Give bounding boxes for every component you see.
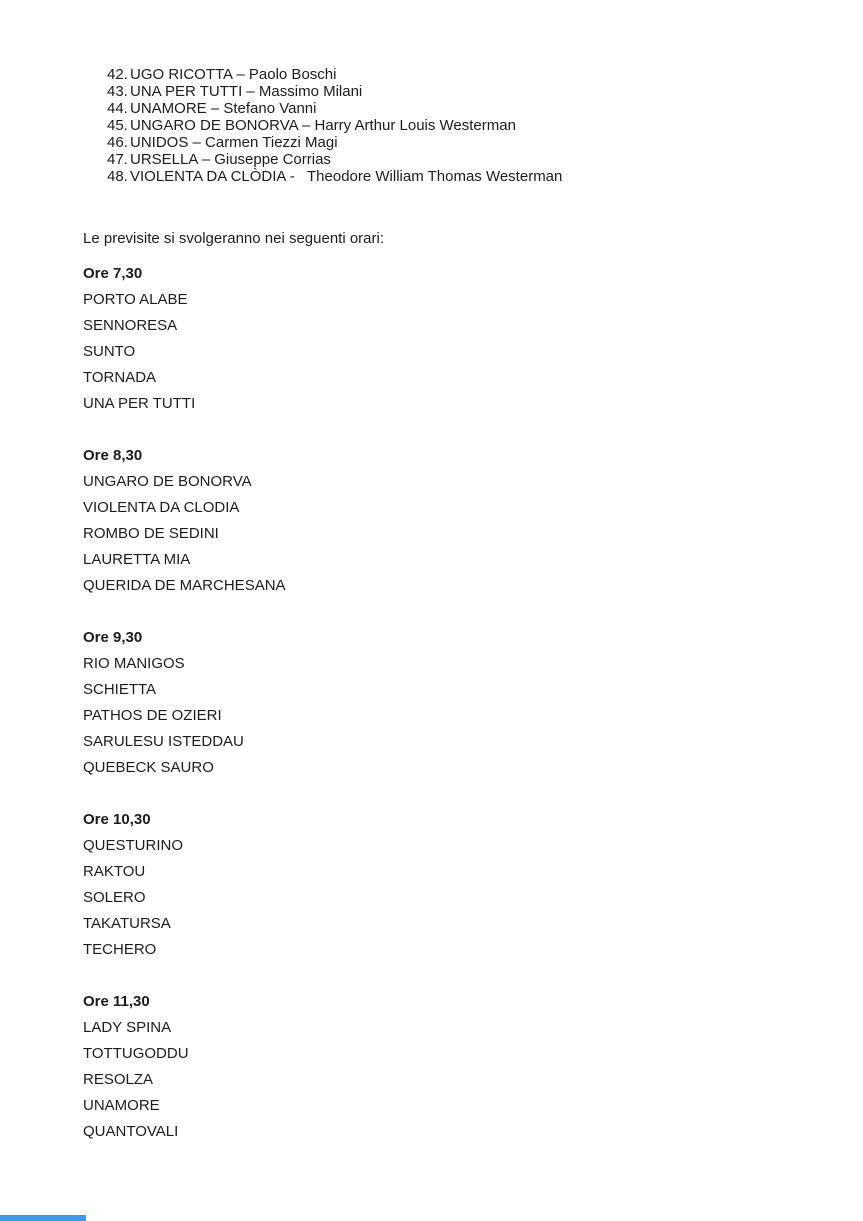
horse-name: TECHERO (83, 941, 157, 958)
horse-name: PORTO ALABE (83, 291, 188, 308)
horse-name: QUANTOVALI (83, 1123, 179, 1140)
list-item-text: UNGARO DE BONORVA – Harry Arthur Louis Westerman (130, 117, 516, 134)
list-item (83, 151, 823, 168)
horse-name: VIOLENTA DA CLODIA (83, 499, 240, 516)
horse-name: LADY SPINA (83, 1019, 172, 1036)
horse-name: QUESTURINO (83, 837, 184, 854)
schedule-section-930 (83, 625, 823, 781)
horse-name: SCHIETTA (83, 681, 157, 698)
list-item-number: 42. (107, 66, 128, 83)
horse-name: UNAMORE (83, 1097, 160, 1114)
list-item (83, 134, 823, 151)
time-header: Ore 10,30 (83, 811, 151, 828)
horse-name: PATHOS DE OZIERI (83, 707, 222, 724)
list-item-number: 43. (107, 83, 128, 100)
list-item-number: 46. (107, 134, 128, 151)
list-item (83, 100, 823, 117)
schedule-section-730 (83, 261, 823, 417)
list-item (83, 117, 823, 134)
time-header: Ore 9,30 (83, 629, 143, 646)
list-item-text: UNA PER TUTTI – Massimo Milani (130, 83, 363, 100)
horse-name: TAKATURSA (83, 915, 171, 932)
horse-name: SENNORESA (83, 317, 178, 334)
horse-name: SUNTO (83, 343, 136, 360)
list-item-text: UGO RICOTTA – Paolo Boschi (130, 66, 337, 83)
horse-name: UNGARO DE BONORVA (83, 473, 252, 490)
loading-progress-bar (0, 1215, 86, 1221)
list-item-text: UNAMORE – Stefano Vanni (130, 100, 317, 117)
schedule-section-830 (83, 443, 823, 599)
horse-name: QUERIDA DE MARCHESANA (83, 577, 286, 594)
list-item (83, 168, 823, 185)
time-header: Ore 8,30 (83, 447, 143, 464)
horse-name: TORNADA (83, 369, 157, 386)
horse-name: RIO MANIGOS (83, 655, 185, 672)
horse-name: ROMBO DE SEDINI (83, 525, 219, 542)
intro-sentence: Le previsite si svolgeranno nei seguenti orari: (83, 230, 385, 247)
horse-name: LAURETTA MIA (83, 551, 191, 568)
list-item-number: 45. (107, 117, 128, 134)
horse-name: UNA PER TUTTI (83, 395, 196, 412)
schedule-section-1130 (83, 989, 823, 1145)
schedule-section-1030 (83, 807, 823, 963)
list-item-text: UNIDOS – Carmen Tiezzi Magi (130, 134, 338, 151)
participants-list (83, 66, 823, 185)
horse-name: QUEBECK SAURO (83, 759, 214, 776)
horse-name: RAKTOU (83, 863, 146, 880)
horse-name: TOTTUGODDU (83, 1045, 189, 1062)
horse-name: SARULESU ISTEDDAU (83, 733, 244, 750)
list-item-text: URSELLA – Giuseppe Corrias (130, 151, 331, 168)
horse-name: RESOLZA (83, 1071, 154, 1088)
time-header: Ore 11,30 (83, 993, 150, 1010)
list-item (83, 83, 823, 100)
horse-name: SOLERO (83, 889, 146, 906)
list-item-number: 47. (107, 151, 128, 168)
list-item-text: VIOLENTA DA CLÒDIA - Theodore William Thomas Westerman (130, 168, 563, 185)
list-item (83, 66, 823, 83)
list-item-number: 44. (107, 100, 128, 117)
time-header: Ore 7,30 (83, 265, 143, 282)
list-item-number: 48. (107, 168, 128, 185)
